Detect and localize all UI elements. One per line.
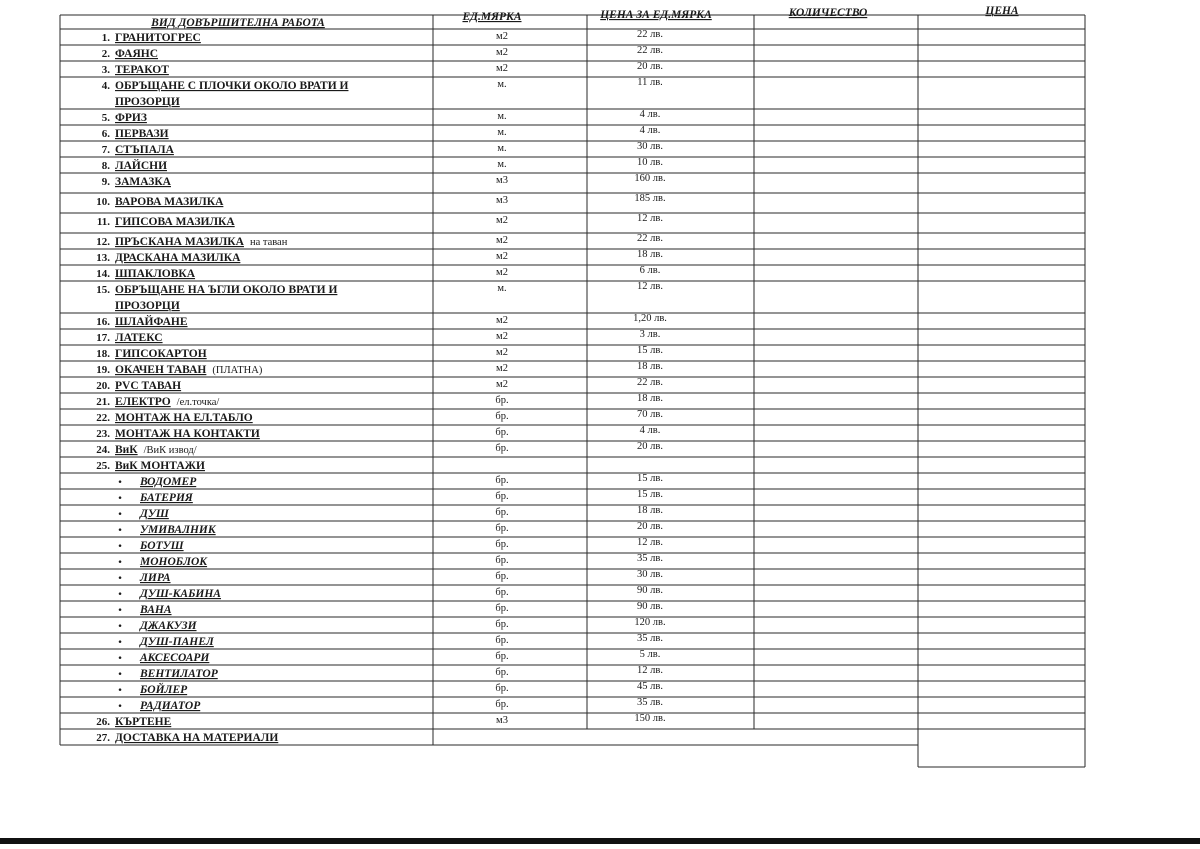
row-number: 19.	[96, 364, 110, 376]
subrow-work-name: АКСЕСОАРИ	[140, 652, 210, 664]
vik-subrow-4	[117, 521, 663, 536]
row-work-name: ГРАНИТОГРЕС	[115, 32, 201, 44]
row-unit: бр.	[495, 475, 509, 486]
row-work-name: ЗАМАЗКА	[115, 176, 171, 188]
row-work-name-cont: ПРОЗОРЦИ	[115, 96, 180, 108]
row-unit-price: 120 лв.	[634, 617, 666, 628]
row-unit: м.	[497, 111, 507, 122]
row-number: 23.	[96, 428, 110, 440]
vik-subrow-7	[117, 569, 663, 584]
header-unit: ЕД.МЯРКА	[462, 11, 522, 23]
vik-subrow-13	[117, 665, 663, 680]
row-unit-price: 22 лв.	[637, 29, 663, 40]
work-row-16	[96, 313, 667, 328]
bullet-icon: •	[117, 590, 123, 600]
row-work-name: МОНТАЖ НА ЕЛ.ТАБЛО	[115, 412, 253, 424]
row-number: 22.	[96, 412, 110, 424]
row-work-name: ДОСТАВКА НА МАТЕРИАЛИ	[115, 732, 279, 744]
header-unit-price: ЦЕНА ЗА ЕД.МЯРКА	[600, 9, 712, 21]
row-number: 10.	[96, 196, 110, 208]
row-number: 20.	[96, 380, 110, 392]
row-work-name: ШЛАЙФАНЕ	[115, 316, 188, 328]
subrow-work-name: БАТЕРИЯ	[140, 492, 193, 504]
row-number: 17.	[96, 332, 110, 344]
row-unit: м3	[496, 195, 508, 206]
bullet-icon: •	[117, 526, 123, 536]
row-unit: м2	[496, 267, 508, 278]
row-unit: бр.	[495, 619, 509, 630]
row-unit: м3	[496, 715, 508, 726]
row-unit-price: 4 лв.	[639, 425, 661, 436]
work-row-10	[96, 193, 665, 208]
row-note: на таван	[249, 237, 288, 248]
subrow-work-name: ДУШ	[140, 508, 169, 520]
row-unit-price: 20 лв.	[637, 61, 663, 72]
row-unit-price: 15 лв.	[637, 345, 663, 356]
vik-subrow-3	[117, 505, 663, 520]
bullet-icon: •	[117, 510, 123, 520]
row-work-name: ОКАЧЕН ТАВАН	[115, 364, 207, 376]
subrow-work-name: ВАНА	[140, 604, 172, 616]
row-unit-price: 15 лв.	[637, 473, 663, 484]
row-number: 16.	[96, 316, 110, 328]
row-unit-price: 3 лв.	[639, 329, 661, 340]
row-unit-price: 22 лв.	[637, 377, 663, 388]
row-unit-price: 5 лв.	[639, 649, 661, 660]
row-unit: м.	[497, 143, 507, 154]
row-unit: бр.	[495, 635, 509, 646]
bullet-icon: •	[117, 702, 123, 712]
row-unit-price: 18 лв.	[637, 249, 663, 260]
row-unit-price: 22 лв.	[637, 233, 663, 244]
row-unit-price: 18 лв.	[637, 361, 663, 372]
row-number: 1.	[101, 32, 110, 44]
work-row-17	[96, 329, 660, 344]
row-unit-price: 70 лв.	[637, 409, 663, 420]
row-unit-price: 4 лв.	[639, 109, 661, 120]
row-work-name: ПРЪСКАНА МАЗИЛКА	[115, 236, 244, 248]
row-number: 25.	[96, 460, 110, 472]
row-work-name: ОБРЪЩАНЕ С ПЛОЧКИ ОКОЛО ВРАТИ И	[115, 80, 349, 92]
row-unit-price: 12 лв.	[637, 281, 663, 292]
vik-subrow-11	[117, 633, 663, 648]
row-number: 8.	[101, 160, 110, 172]
work-row-18	[96, 345, 663, 360]
row-unit: бр.	[495, 395, 509, 406]
bullet-icon: •	[117, 686, 123, 696]
row-unit-price: 22 лв.	[637, 45, 663, 56]
row-unit: бр.	[495, 667, 509, 678]
bullet-icon: •	[117, 494, 123, 504]
row-number: 18.	[96, 348, 110, 360]
vik-subrow-15	[117, 697, 663, 712]
row-work-name: СТЪПАЛА	[115, 144, 174, 156]
subrow-work-name: ВЕНТИЛАТОР	[140, 668, 218, 680]
row-unit-price: 150 лв.	[634, 713, 666, 724]
scan-bottom-edge	[0, 838, 1200, 844]
row-unit-price: 4 лв.	[639, 125, 661, 136]
row-work-name: ФРИЗ	[115, 112, 147, 124]
row-number: 11.	[96, 216, 110, 228]
work-row-7	[102, 141, 663, 156]
row-number: 13.	[96, 252, 110, 264]
work-row-20	[96, 377, 663, 392]
row-unit-price: 185 лв.	[634, 193, 666, 204]
row-unit: бр.	[495, 571, 509, 582]
row-work-name: ЛАТЕКС	[115, 332, 163, 344]
row-work-name: ОБРЪЩАНЕ НА ЪГЛИ ОКОЛО ВРАТИ И	[115, 284, 338, 296]
row-work-name: ТЕРАКОТ	[115, 64, 169, 76]
subrow-work-name: ДУШ-ПАНЕЛ	[140, 636, 214, 648]
row-work-name: ГИПСОВА МАЗИЛКА	[115, 216, 235, 228]
header-quantity: КОЛИЧЕСТВО	[788, 7, 868, 19]
subrow-work-name: ДУШ-КАБИНА	[140, 588, 221, 600]
row-unit: м2	[496, 63, 508, 74]
vik-subrow-6	[117, 553, 663, 568]
header-work-type: ВИД ДОВЪРШИТЕЛНА РАБОТА	[151, 17, 325, 29]
row-unit: м.	[497, 79, 507, 90]
row-unit-price: 30 лв.	[637, 141, 663, 152]
row-work-name: КЪРТЕНЕ	[115, 716, 172, 728]
row-work-name: ПЕРВАЗИ	[115, 128, 169, 140]
work-row-25	[96, 460, 205, 472]
row-unit: м2	[496, 31, 508, 42]
row-number: 12.	[96, 236, 110, 248]
row-number: 9.	[101, 176, 110, 188]
row-work-name: ГИПСОКАРТОН	[115, 348, 207, 360]
row-unit-price: 35 лв.	[637, 697, 663, 708]
work-row-19	[96, 361, 663, 376]
row-unit: м2	[496, 215, 508, 226]
row-unit: м.	[497, 127, 507, 138]
row-unit-price: 11 лв.	[637, 77, 663, 88]
row-unit: м2	[496, 47, 508, 58]
work-row-8	[102, 157, 663, 172]
row-unit: бр.	[495, 507, 509, 518]
subrow-work-name: ВОДОМЕР	[140, 476, 197, 488]
work-row-3	[102, 61, 663, 76]
vik-subrow-14	[117, 681, 663, 696]
row-unit-price: 6 лв.	[639, 265, 661, 276]
bullet-icon: •	[117, 670, 123, 680]
row-unit: м.	[497, 283, 507, 294]
row-number: 24.	[96, 444, 110, 456]
row-unit-price: 90 лв.	[637, 585, 663, 596]
row-number: 15.	[96, 284, 110, 296]
table-body	[96, 29, 667, 744]
work-row-1	[102, 29, 663, 44]
row-work-name: ЛАЙСНИ	[115, 160, 168, 172]
vik-subrow-10	[117, 617, 665, 632]
subrow-work-name: БОЙЛЕР	[140, 684, 188, 696]
row-unit: м2	[496, 251, 508, 262]
row-work-name: МОНТАЖ НА КОНТАКТИ	[115, 428, 260, 440]
subrow-work-name: БОТУШ	[140, 540, 184, 552]
work-row-6	[102, 125, 661, 140]
row-number: 2.	[101, 48, 110, 60]
tail-row-2	[96, 732, 278, 744]
row-number: 14.	[96, 268, 110, 280]
row-number: 21.	[96, 396, 110, 408]
work-row-13	[96, 249, 663, 264]
row-unit-price: 1,20 лв.	[633, 313, 667, 324]
subrow-work-name: ЛИРА	[140, 572, 171, 584]
vik-subrow-8	[117, 585, 663, 600]
bullet-icon: •	[117, 478, 123, 488]
row-unit-price: 90 лв.	[637, 601, 663, 612]
bullet-icon: •	[117, 558, 123, 568]
subrow-work-name: РАДИАТОР	[140, 700, 201, 712]
row-unit: бр.	[495, 411, 509, 422]
row-unit-price: 12 лв.	[637, 537, 663, 548]
work-row-22	[96, 409, 663, 424]
row-unit: м2	[496, 379, 508, 390]
row-work-name: ВиК МОНТАЖИ	[115, 460, 205, 472]
row-work-name: ФАЯНС	[115, 48, 159, 60]
row-work-name: ВиК	[115, 444, 138, 456]
row-unit: бр.	[495, 651, 509, 662]
row-unit: бр.	[495, 603, 509, 614]
header-price: ЦЕНА	[985, 5, 1019, 17]
subrow-work-name: УМИВАЛНИК	[140, 524, 216, 536]
work-row-14	[96, 265, 660, 280]
row-unit: бр.	[495, 683, 509, 694]
row-unit-price: 18 лв.	[637, 393, 663, 404]
bullet-icon: •	[117, 638, 123, 648]
vik-subrow-1	[117, 473, 663, 488]
row-unit-price: 160 лв.	[634, 173, 666, 184]
subrow-work-name: МОНОБЛОК	[140, 556, 208, 568]
row-unit-price: 35 лв.	[637, 633, 663, 644]
bullet-icon: •	[117, 622, 123, 632]
row-unit-price: 45 лв.	[637, 681, 663, 692]
row-unit-price: 20 лв.	[637, 521, 663, 532]
table-header	[150, 5, 1019, 29]
row-note: /ВиК извод/	[143, 445, 197, 456]
work-row-24	[96, 441, 663, 456]
table-grid	[60, 15, 1085, 767]
row-unit-price: 30 лв.	[637, 569, 663, 580]
work-row-15	[96, 281, 663, 312]
row-unit-price: 12 лв.	[637, 213, 663, 224]
row-unit-price: 35 лв.	[637, 553, 663, 564]
work-row-4	[102, 77, 663, 108]
row-work-name: ДРАСКАНА МАЗИЛКА	[115, 252, 241, 264]
row-unit: бр.	[495, 587, 509, 598]
row-unit: м2	[496, 347, 508, 358]
vik-subrow-2	[117, 489, 663, 504]
bullet-icon: •	[117, 654, 123, 664]
row-note: /ел.точка/	[176, 397, 220, 408]
work-row-12	[96, 233, 663, 248]
row-unit: м2	[496, 315, 508, 326]
work-row-9	[102, 173, 666, 188]
row-number: 3.	[101, 64, 110, 76]
vik-subrow-5	[117, 537, 663, 552]
row-unit-price: 20 лв.	[637, 441, 663, 452]
vik-subrow-9	[117, 601, 663, 616]
row-number: 4.	[101, 80, 110, 92]
work-row-2	[102, 45, 663, 60]
row-unit: м3	[496, 175, 508, 186]
work-row-23	[96, 425, 660, 440]
row-number: 26.	[96, 716, 110, 728]
tail-row-1	[96, 713, 665, 728]
row-unit-price: 15 лв.	[637, 489, 663, 500]
row-unit: м.	[497, 159, 507, 170]
row-number: 6.	[101, 128, 110, 140]
subrow-work-name: ДЖАКУЗИ	[140, 620, 197, 632]
work-row-21	[96, 393, 663, 408]
row-unit-price: 18 лв.	[637, 505, 663, 516]
row-unit: м2	[496, 363, 508, 374]
row-unit: бр.	[495, 539, 509, 550]
row-number: 5.	[101, 112, 110, 124]
work-row-11	[97, 213, 663, 228]
bullet-icon: •	[117, 606, 123, 616]
row-work-name: ВАРОВА МАЗИЛКА	[115, 196, 224, 208]
row-unit: бр.	[495, 523, 509, 534]
row-work-name: ЕЛЕКТРО	[115, 396, 171, 408]
bullet-icon: •	[117, 574, 123, 584]
row-unit: бр.	[495, 491, 509, 502]
row-unit: бр.	[495, 427, 509, 438]
row-unit: бр.	[495, 555, 509, 566]
work-row-5	[102, 109, 661, 124]
vik-subrow-12	[117, 649, 660, 664]
row-work-name-cont: ПРОЗОРЦИ	[115, 300, 180, 312]
row-unit: м2	[496, 331, 508, 342]
row-note: (ПЛАТНА)	[212, 365, 263, 376]
row-unit-price: 10 лв.	[637, 157, 663, 168]
row-unit-price: 12 лв.	[637, 665, 663, 676]
row-number: 27.	[96, 732, 110, 744]
row-unit: бр.	[495, 699, 509, 710]
row-number: 7.	[101, 144, 110, 156]
row-work-name: PVC ТАВАН	[115, 380, 182, 392]
row-work-name: ШПАКЛОВКА	[115, 268, 196, 280]
row-unit: бр.	[495, 443, 509, 454]
bullet-icon: •	[117, 542, 123, 552]
row-unit: м2	[496, 235, 508, 246]
